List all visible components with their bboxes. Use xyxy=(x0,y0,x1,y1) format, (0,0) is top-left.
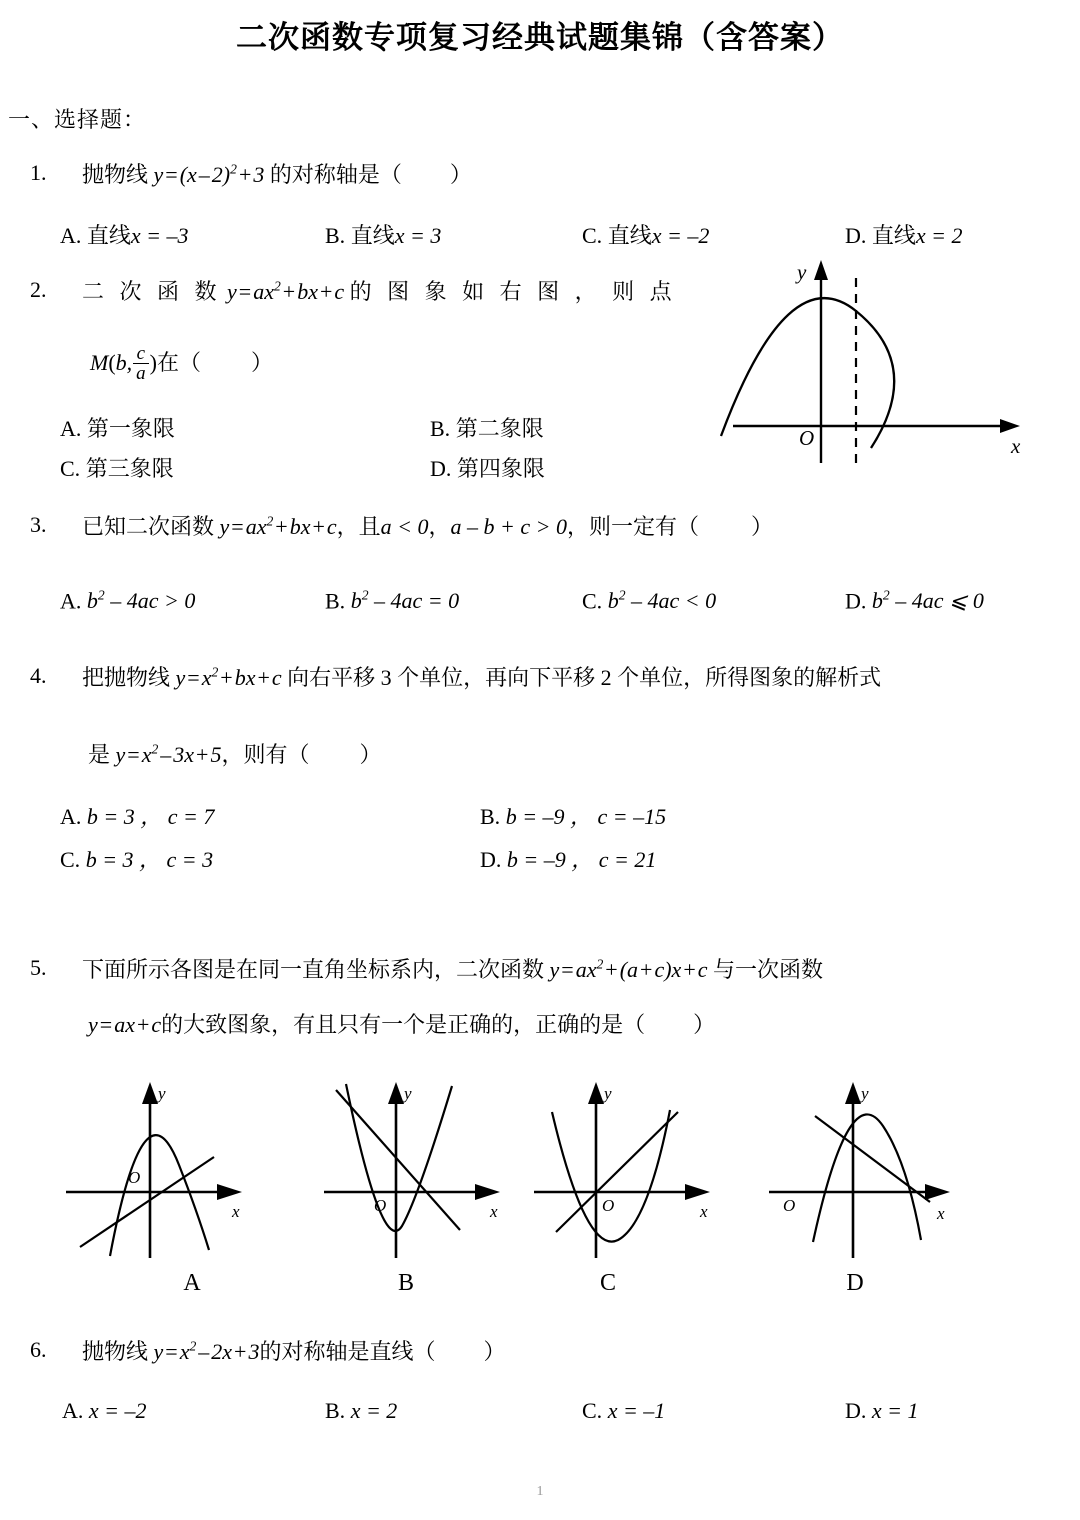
q2-y-axis-label: y xyxy=(797,260,807,284)
q3-option-b-tag: B. xyxy=(325,588,346,614)
question-number-4: 4. xyxy=(30,663,47,688)
q1-option-a-text: 直线 xyxy=(86,223,131,248)
q1-stem-suffix: 的对称轴是（ xyxy=(269,162,402,187)
q1-stem-tail: ） xyxy=(449,162,472,187)
q1-option-d[interactable] xyxy=(845,219,963,250)
q1-formula: $y=(x-2)^2+3$ xyxy=(148,161,270,187)
q2-fraction-c-over-a xyxy=(133,344,148,384)
figure-d-origin-label: O xyxy=(783,1196,796,1215)
figure-b-origin-label: O xyxy=(374,1196,387,1215)
q2-option-c-text: 第三象限 xyxy=(85,456,174,481)
q2-paren-open: ( xyxy=(108,349,116,375)
question-stem-2-line1 xyxy=(82,277,677,307)
q1-stem-prefix: 抛物线 xyxy=(82,162,149,187)
q4-line2-c: ） xyxy=(359,742,382,767)
q2-line2-tail: 在（ xyxy=(156,349,201,375)
q5-line2-b: ） xyxy=(693,1012,716,1037)
question-number-1: 1. xyxy=(30,160,47,185)
q2-option-d-text: 第四象限 xyxy=(456,456,545,481)
q6-option-b[interactable] xyxy=(325,1398,397,1424)
figure-b-x-axis-label: x xyxy=(490,1202,498,1221)
q2-stem-suffix: 的 图 象 如 右 图 ， 则 点 xyxy=(349,279,677,304)
q5-line1-a: 下面所示各图是在同一直角坐标系内，二次函数 xyxy=(82,957,545,982)
q6-formula: $y=x^2-2x+3$ xyxy=(148,1338,260,1364)
q2-option-b-tag: B. xyxy=(430,416,451,441)
q3-stem-f: ，则一定有（ xyxy=(567,514,700,539)
figure-q2 xyxy=(715,258,1035,478)
q6-option-a[interactable] xyxy=(62,1398,147,1424)
q2-point-b: b, xyxy=(115,349,133,375)
q1-option-b-tag: B. xyxy=(325,223,346,248)
q6-option-c-tag: C. xyxy=(582,1398,603,1423)
q5-line2-a: 的大致图象，有且只有一个是正确的，正确的是（ xyxy=(161,1012,646,1037)
q3-stem-b: ，且 xyxy=(336,514,381,539)
q1-option-c-text: 直线 xyxy=(607,223,652,248)
figure-choice-b xyxy=(320,1080,550,1296)
figure-choice-d xyxy=(765,1080,995,1296)
q3-cond-1: a < 0 xyxy=(380,514,429,539)
q6-option-a-eq: x = –2 xyxy=(88,1398,147,1423)
q3-stem-g: ） xyxy=(751,514,774,539)
q3-option-a-tag: A. xyxy=(60,588,82,614)
q4-option-d-eq: b = –9 ， c = 21 xyxy=(506,847,657,872)
figure-d-label: D xyxy=(846,1270,864,1296)
q3-option-b-base: b xyxy=(350,588,362,614)
q4-line1-a: 把抛物线 xyxy=(82,665,171,690)
q1-option-b[interactable] xyxy=(325,219,441,250)
q2-frac-denominator: a xyxy=(133,363,148,383)
figure-b-label: B xyxy=(397,1270,414,1296)
q4-option-b-eq: b = –9 ， c = –15 xyxy=(505,804,667,829)
q3-option-c-rest: – 4ac < 0 xyxy=(631,588,717,614)
q6-option-a-tag: A. xyxy=(62,1398,84,1423)
q3-cond-2: a – b + c > 0 xyxy=(450,514,568,539)
q3-option-b-rest: – 4ac = 0 xyxy=(374,588,460,614)
q3-stem-a: 已知二次函数 xyxy=(82,514,215,539)
q4-option-c[interactable] xyxy=(60,843,213,874)
q4-option-a[interactable] xyxy=(60,800,214,831)
figure-c-y-axis-label: y xyxy=(604,1084,612,1103)
q3-option-c-tag: C. xyxy=(582,588,603,614)
q2-frac-numerator: c xyxy=(136,343,146,364)
q2-option-a-tag: A. xyxy=(60,416,82,441)
q6-option-d-tag: D. xyxy=(845,1398,867,1423)
q4-line1-b: 向右平移 3 个单位，再向下平移 2 个单位，所得图象的解析式 xyxy=(287,665,882,690)
q3-formula: $y=ax^2+bx+c$ xyxy=(214,513,337,539)
q3-option-b-eq: $b^2 - 4ac = 0$ xyxy=(350,588,460,614)
q1-option-a[interactable] xyxy=(60,219,189,250)
figure-a-label: A xyxy=(183,1270,201,1296)
question-stem-3 xyxy=(82,512,773,542)
q3-option-a[interactable] xyxy=(60,588,195,614)
q6-stem-a: 抛物线 xyxy=(82,1339,149,1364)
q2-paren-close: ) xyxy=(149,349,157,375)
q3-option-a-rest: – 4ac > 0 xyxy=(110,588,196,614)
q6-option-c-eq: x = –1 xyxy=(607,1398,666,1423)
q2-option-b[interactable] xyxy=(430,412,544,443)
figure-choice-c xyxy=(530,1080,760,1296)
q1-option-a-tag: A. xyxy=(60,223,82,248)
figure-c-label: C xyxy=(599,1270,616,1296)
question-number-2: 2. xyxy=(30,277,47,302)
q1-option-b-eq: x = 3 xyxy=(394,223,442,248)
q4-formula-2: $y=x^2-3x+5$ xyxy=(110,741,222,767)
q4-option-b-tag: B. xyxy=(480,804,501,829)
q1-option-d-tag: D. xyxy=(845,223,867,248)
q4-option-d[interactable] xyxy=(480,843,656,874)
q2-option-d-tag: D. xyxy=(430,456,452,481)
question-number-5: 5. xyxy=(30,955,47,980)
q5-formula-2: y=ax+c xyxy=(88,1012,162,1037)
q4-option-a-eq: b = 3 ， c = 7 xyxy=(86,804,215,829)
q4-option-a-tag: A. xyxy=(60,804,82,829)
q3-option-d-rest: – 4ac ⩽ 0 xyxy=(895,588,984,614)
q4-option-b[interactable] xyxy=(480,800,666,831)
q3-option-d-tag: D. xyxy=(845,588,867,614)
section-heading: 一、选择题： xyxy=(8,107,147,132)
q3-option-c-base: b xyxy=(607,588,619,614)
figure-a-x-axis-label: x xyxy=(232,1202,240,1221)
q1-option-a-eq: x = –3 xyxy=(130,223,189,248)
q2-stem-prefix: 二 次 函 数 xyxy=(82,279,222,304)
q1-option-c-tag: C. xyxy=(582,223,603,248)
q6-stem-b: 的对称轴是直线（ xyxy=(259,1339,436,1364)
q2-x-axis-label: x xyxy=(1011,434,1021,458)
question-stem-6 xyxy=(82,1337,506,1367)
q3-option-d-eq: $b^2 - 4ac$ ⩽ 0 xyxy=(871,588,984,614)
q2-option-b-text: 第二象限 xyxy=(455,416,544,441)
figure-d-x-axis-label: x xyxy=(937,1204,945,1223)
q6-stem-c: ） xyxy=(483,1339,506,1364)
q2-option-a-text: 第一象限 xyxy=(86,416,175,441)
figure-a-origin-label: O xyxy=(128,1168,141,1187)
page-number: 1 xyxy=(536,1484,544,1499)
q2-line2-tail2: ） xyxy=(250,349,273,375)
question-stem-5-line2 xyxy=(88,1010,715,1040)
q6-option-d-eq: x = 1 xyxy=(871,1398,919,1423)
figure-b-y-axis-label: y xyxy=(404,1084,412,1103)
question-stem-5-line1 xyxy=(82,955,823,985)
question-stem-2-line2 xyxy=(90,345,273,385)
q2-option-d[interactable] xyxy=(430,452,545,483)
q2-formula: $y=ax^2+bx+c$ xyxy=(221,278,350,304)
q6-option-b-eq: x = 2 xyxy=(350,1398,398,1423)
q3-option-d-base: b xyxy=(871,588,883,614)
figure-c-x-axis-label: x xyxy=(700,1202,708,1221)
q5-line1-b: 与一次函数 xyxy=(713,957,824,982)
question-stem-1 xyxy=(82,160,472,190)
figure-a-y-axis-label: y xyxy=(158,1084,166,1103)
q1-option-c-eq: x = –2 xyxy=(651,223,710,248)
q6-option-c[interactable] xyxy=(582,1398,665,1424)
q4-formula-1: $y=x^2+bx+c$ xyxy=(170,664,288,690)
q4-line2-a: 是 xyxy=(88,742,111,767)
q2-option-c[interactable] xyxy=(60,452,174,483)
q1-option-d-text: 直线 xyxy=(871,223,916,248)
q2-option-a[interactable] xyxy=(60,412,175,443)
figure-choice-a xyxy=(62,1080,292,1296)
q3-stem-d: ， xyxy=(428,514,451,539)
figure-c-origin-label: O xyxy=(602,1196,615,1215)
q6-option-d[interactable] xyxy=(845,1398,919,1424)
q4-option-d-tag: D. xyxy=(480,847,502,872)
q1-option-c[interactable] xyxy=(582,219,709,250)
q1-option-d-eq: x = 2 xyxy=(915,223,963,248)
q2-option-c-tag: C. xyxy=(60,456,81,481)
q3-option-c-eq: $b^2 - 4ac < 0$ xyxy=(607,588,717,614)
q3-option-a-base: b xyxy=(86,588,98,614)
q2-point-m: M xyxy=(90,349,109,375)
q1-option-b-text: 直线 xyxy=(350,223,395,248)
q4-line2-b: ，则有（ xyxy=(221,742,310,767)
q3-option-a-eq: $b^2 - 4ac > 0$ xyxy=(86,588,196,614)
question-number-3: 3. xyxy=(30,512,47,537)
question-stem-4-line1 xyxy=(82,663,881,693)
question-stem-4-line2 xyxy=(88,740,382,770)
q3-option-c[interactable] xyxy=(582,588,716,614)
q4-option-c-eq: b = 3 ， c = 3 xyxy=(85,847,214,872)
q2-origin-label: O xyxy=(799,426,815,450)
q6-option-b-tag: B. xyxy=(325,1398,346,1423)
q3-option-d[interactable] xyxy=(845,588,984,614)
question-number-6: 6. xyxy=(30,1337,47,1362)
q4-option-c-tag: C. xyxy=(60,847,81,872)
page-title: 二次函数专项复习经典试题集锦（含答案） xyxy=(236,20,844,56)
figure-d-y-axis-label: y xyxy=(861,1084,869,1103)
q5-formula-1: $y=ax^2+(a+c)x+c$ xyxy=(544,956,713,982)
q3-option-b[interactable] xyxy=(325,588,459,614)
